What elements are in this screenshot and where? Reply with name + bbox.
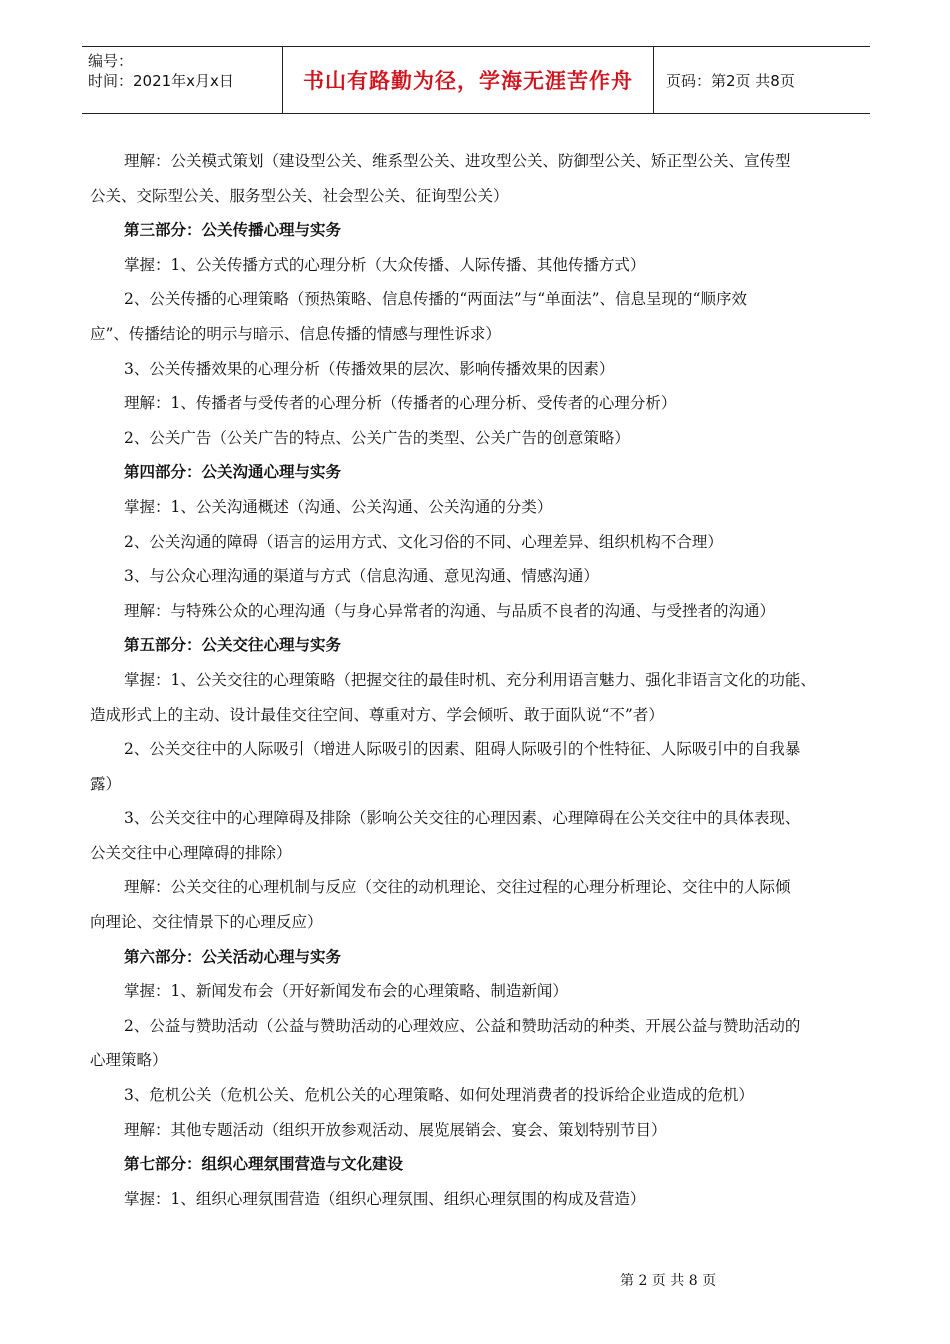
text-line: 掌握：1、公关传播方式的心理分析（大众传播、人际传播、其他传播方式） (124, 255, 646, 274)
section-heading: 第五部分：公关交往心理与实务 (124, 635, 342, 655)
text-line: 向理论、交往情景下的心理反应） (90, 913, 323, 932)
section-heading: 第七部分：组织心理氛围营造与文化建设 (124, 1154, 404, 1174)
text-line: 3、危机公关（危机公关、危机公关的心理策略、如何处理消费者的投诉给企业造成的危机） (124, 1086, 754, 1105)
section-heading: 第四部分：公关沟通心理与实务 (124, 462, 342, 482)
text-line: 3、与公众心理沟通的渠道与方式（信息沟通、意见沟通、情感沟通） (124, 567, 599, 586)
text-line: 掌握：1、公关交往的心理策略（把握交往的最佳时机、充分利用语言魅力、强化非语言文化的功能、 (124, 670, 816, 689)
text-line: 理解：公关交往的心理机制与反应（交往的动机理论、交往过程的心理分析理论、交往中的人际倾 (124, 878, 791, 897)
text-line: 理解：与特殊公众的心理沟通（与身心异常者的沟通、与品质不良者的沟通、与受挫者的沟通） (124, 601, 776, 620)
text-line: 掌握：1、组织心理氛围营造（组织心理氛围、组织心理氛围的构成及营造） (124, 1189, 646, 1208)
text-line: 3、公关交往中的心理障碍及排除（影响公关交往的心理因素、心理障碍在公关交往中的具体表现、 (124, 809, 801, 828)
text-line: 应”、传播结论的明示与暗示、信息传播的情感与理性诉求） (90, 324, 501, 343)
text-line: 公关交往中心理障碍的排除） (90, 843, 292, 862)
text-line: 2、公关传播的心理策略（预热策略、信息传播的“两面法”与“单面法”、信息呈现的“顺序效 (124, 290, 747, 309)
document-date: 时间：2021年x月x日 (88, 72, 234, 90)
text-line: 掌握：1、新闻发布会（开好新闻发布会的心理策略、制造新闻） (124, 982, 568, 1001)
text-line: 掌握：1、公关沟通概述（沟通、公关沟通、公关沟通的分类） (124, 497, 553, 516)
text-line: 心理策略） (90, 1051, 168, 1070)
text-line: 理解：公关模式策划（建设型公关、维系型公关、进攻型公关、防御型公关、矫正型公关、宣传型 (124, 152, 791, 170)
text-line: 3、公关传播效果的心理分析（传播效果的层次、影响传播效果的因素） (124, 359, 615, 378)
text-line: 理解：1、传播者与受传者的心理分析（传播者的心理分析、受传者的心理分析） (124, 394, 677, 413)
body-text (90, 144, 870, 1216)
text-line: 露） (90, 774, 122, 793)
section-heading: 第三部分：公关传播心理与实务 (124, 220, 342, 240)
text-line: 2、公益与赞助活动（公益与赞助活动的心理效应、公益和赞助活动的种类、开展公益与赞助活动的 (124, 1016, 801, 1035)
header-motto: 书山有路勤为径，学海无涯苦作舟 (282, 47, 654, 113)
text-line: 2、公关广告（公关广告的特点、公关广告的类型、公关广告的创意策略） (124, 428, 630, 447)
text-line: 公关、交际型公关、服务型公关、社会型公关、征询型公关） (90, 186, 509, 205)
header-page-info: 页码：第2页 共8页 (666, 71, 795, 90)
header-left-cell (82, 47, 282, 113)
section-heading: 第六部分：公关活动心理与实务 (124, 946, 342, 966)
page-footer: 第 2 页 共 8 页 (620, 1273, 717, 1289)
page-header (82, 46, 870, 114)
text-line: 2、公关交往中的人际吸引（增进人际吸引的因素、阻碍人际吸引的个性特征、人际吸引中的自我暴 (124, 740, 801, 759)
text-line: 2、公关沟通的障碍（语言的运用方式、文化习俗的不同、心理差异、组织机构不合理） (124, 532, 723, 551)
text-line: 造成形式上的主动、设计最佳交往空间、尊重对方、学会倾听、敢于面队说“不”者） (90, 705, 664, 724)
document-number-label: 编号： (88, 52, 134, 70)
text-line: 理解：其他专题活动（组织开放参观活动、展览展销会、宴会、策划特别节目） (124, 1120, 667, 1139)
